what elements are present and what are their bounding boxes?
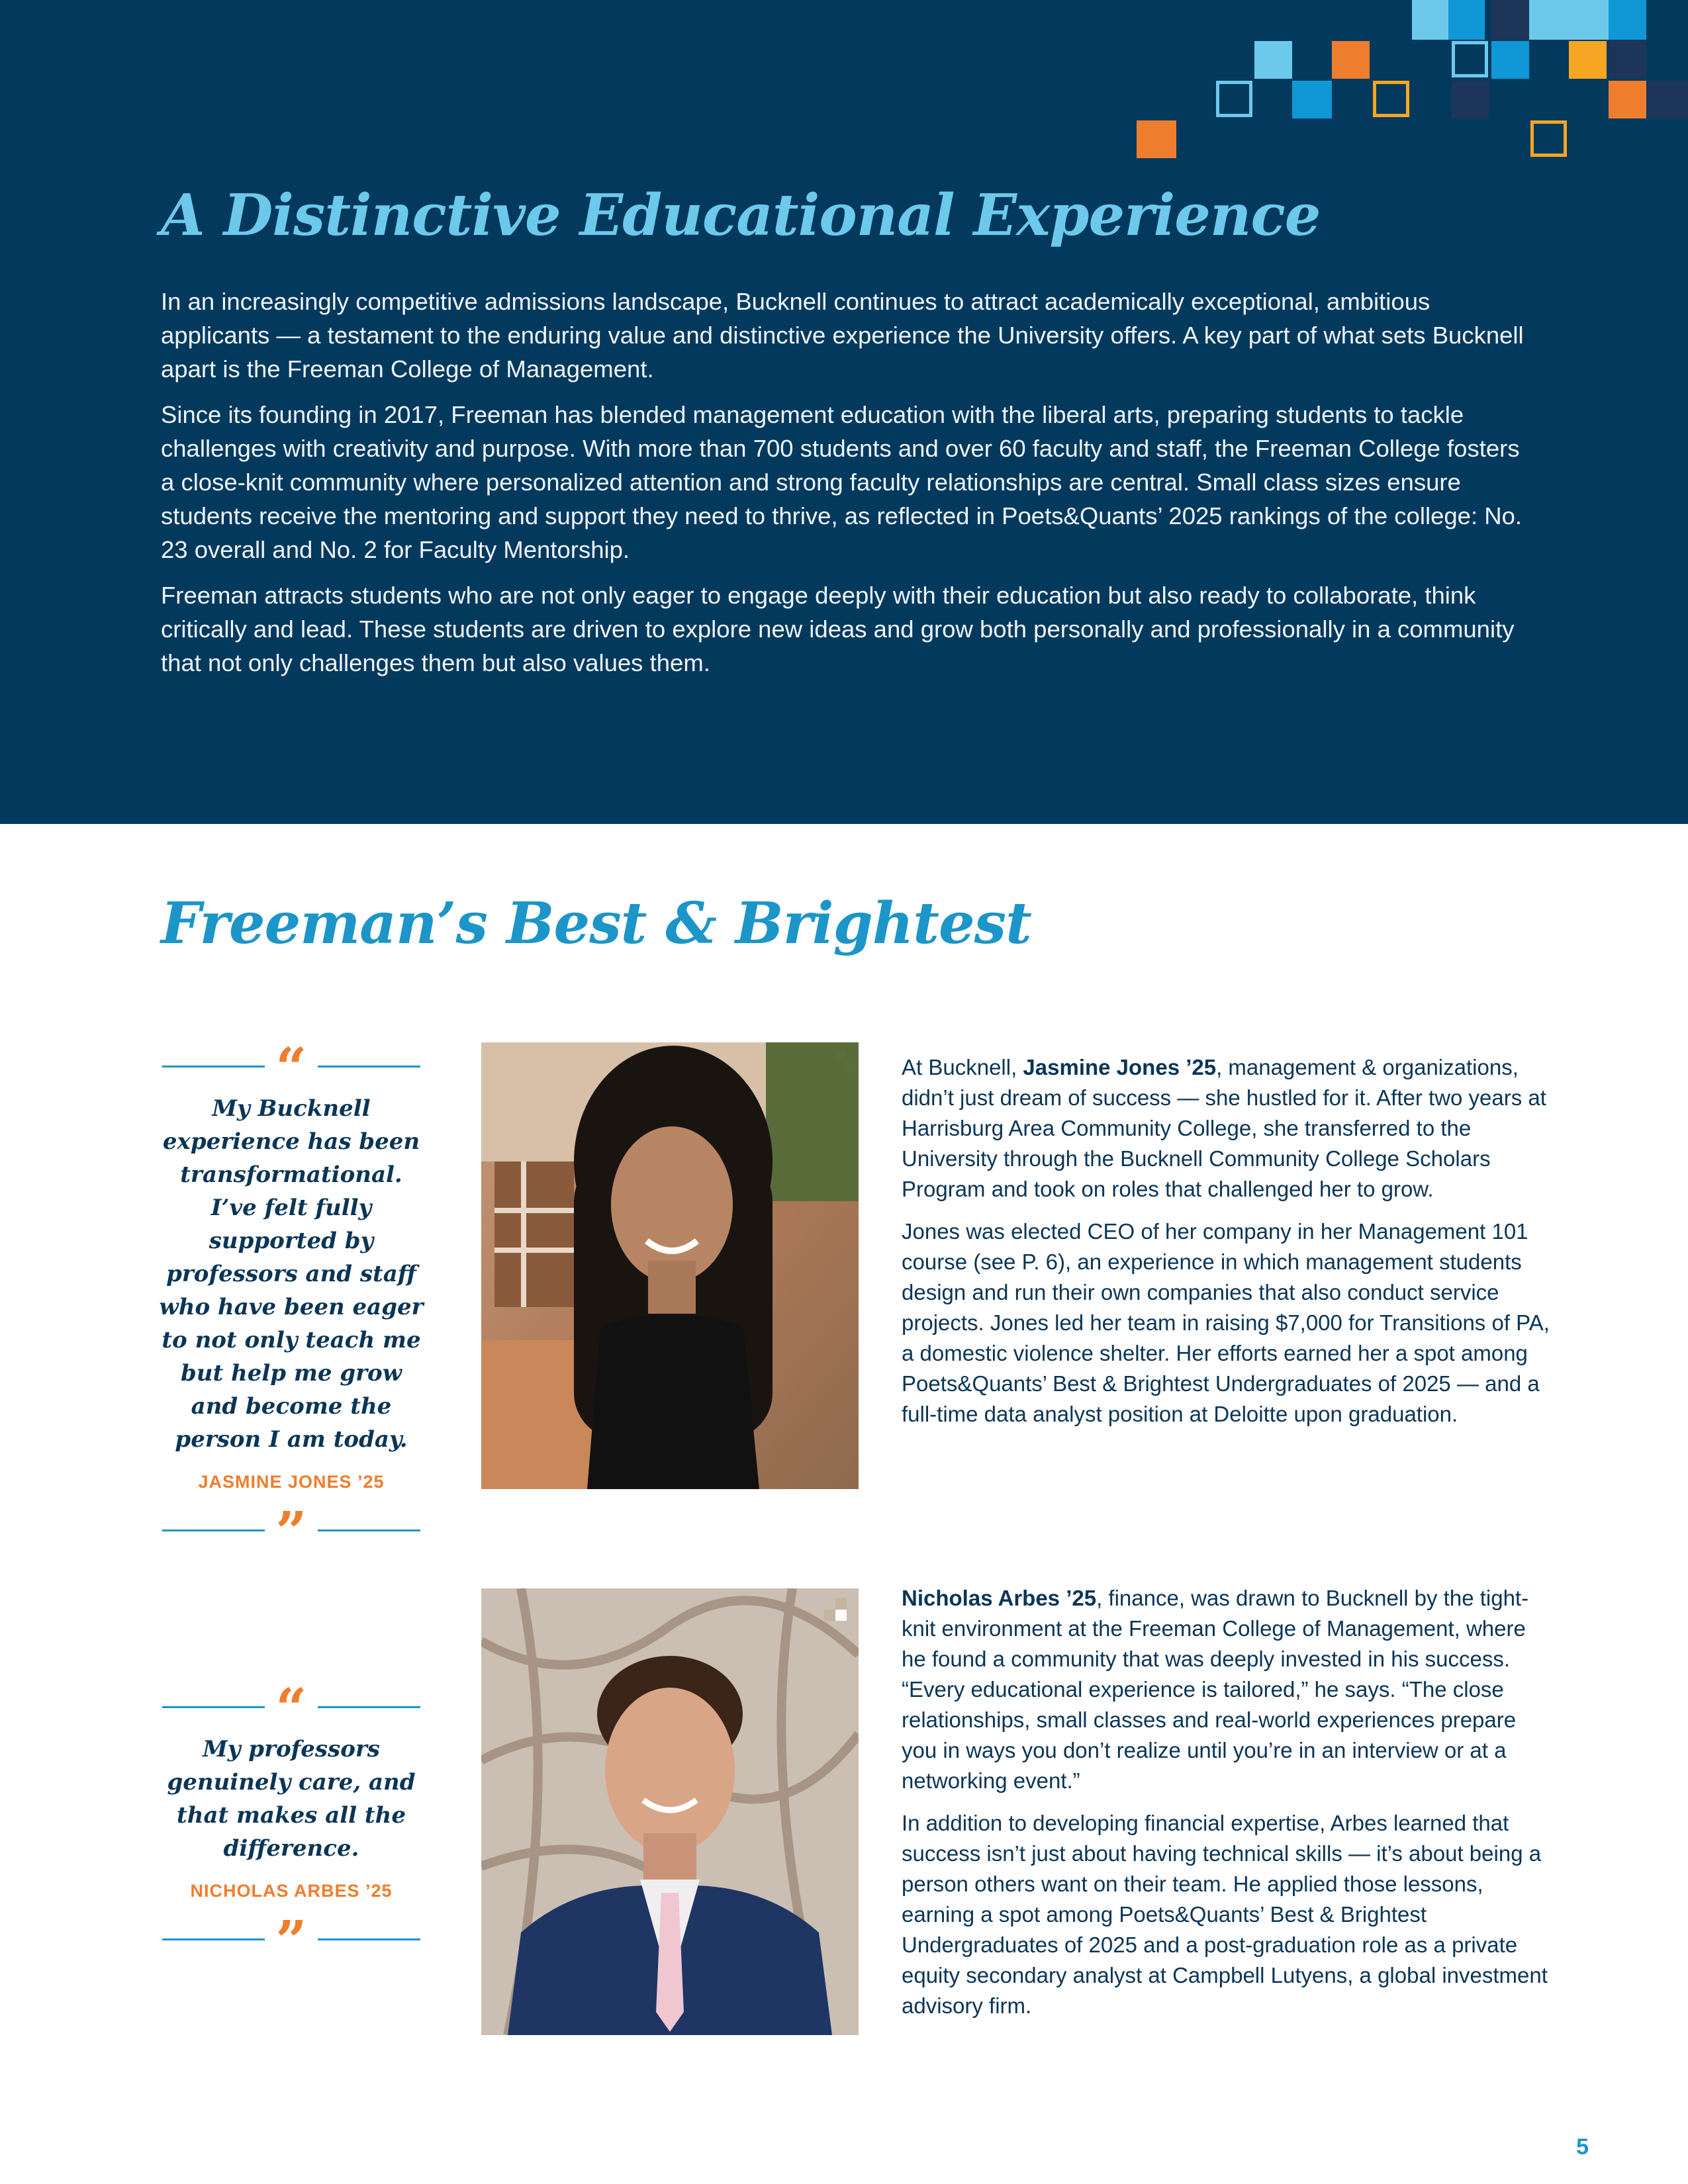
student-name: Nicholas Arbes ’25 xyxy=(902,1586,1097,1610)
decor-square xyxy=(1609,41,1646,79)
bio-text: , finance, was drawn to Bucknell by the tight-knit environment at the Freeman College of Management, where he found a community that was deeply invested in his success. “Every educational experience is tailored,” he says. “The close relationships, small classes and real-world experiences prepare you in ways you don’t realize until you’re in an interview or at a networking event.” xyxy=(902,1586,1529,1793)
hero-paragraph: Freeman attracts students who are not only eager to engage deeply with their education but also ready to collaborate, think critically and lead. These students are driven to explore new ideas and grow both personally and professionally in a community that not only challenges them but also values them. xyxy=(161,582,1515,676)
decor-square xyxy=(1254,41,1292,79)
hero-body xyxy=(161,285,1524,692)
quote-text: My professors genuinely care, and that makes all the difference. xyxy=(167,1736,416,1862)
page-number: 5 xyxy=(1576,2134,1589,2160)
portrait-photo-nicholas-arbes xyxy=(481,1588,859,2035)
decor-square xyxy=(1412,0,1448,40)
quote-close-row xyxy=(159,1909,424,1973)
quote-attribution: JASMINE JONES ’25 xyxy=(198,1472,385,1492)
decor-pixel xyxy=(824,1610,835,1621)
decor-square xyxy=(1332,41,1370,79)
open-quote-icon: “ xyxy=(275,1036,307,1100)
decor-pixel xyxy=(847,1062,858,1073)
decor-square-outline xyxy=(1216,81,1252,117)
student-name: Jasmine Jones ’25 xyxy=(1023,1055,1217,1079)
bio-nicholas-arbes xyxy=(902,1583,1550,2033)
bio-text: , management & organizations, didn’t just dream of success — she hustled for it. After two years at Harrisburg Area Community College, she transferred to the University through the Bucknell Community College Scholars Program and took on roles that challenged her to grow. xyxy=(902,1055,1546,1201)
decor-square-outline xyxy=(1373,81,1409,117)
divider-line xyxy=(318,1066,420,1068)
bio-paragraph xyxy=(902,1052,1550,1205)
decor-square-outline xyxy=(1530,120,1567,157)
quote-open-row xyxy=(159,1677,424,1741)
decor-square xyxy=(1529,0,1609,40)
divider-line xyxy=(318,1529,420,1531)
bio-jasmine-jones xyxy=(902,1052,1550,1441)
decor-square xyxy=(1569,41,1607,79)
decor-square xyxy=(1292,81,1332,118)
decor-square xyxy=(1609,81,1646,118)
decor-square xyxy=(1491,0,1529,40)
decor-square xyxy=(1448,0,1485,40)
decor-pixel xyxy=(835,1610,847,1621)
bio-paragraph xyxy=(902,1583,1550,1796)
decor-pixel xyxy=(835,1598,847,1610)
bio-intro: At Bucknell, xyxy=(902,1055,1023,1079)
hero-title: A Distinctive Educational Experience xyxy=(161,182,1321,249)
portrait-illustration xyxy=(481,1042,859,1489)
decor-square xyxy=(1491,41,1529,79)
portrait-illustration xyxy=(481,1588,859,2035)
decor-square-outline xyxy=(1452,41,1488,77)
decor-square xyxy=(1137,120,1176,158)
hero-paragraph: Since its founding in 2017, Freeman has blended management education with the liberal arts, preparing students to tackle challenges with creativity and purpose. With more than 700 students and over 60 faculty and staff, the Freeman College fosters a close-knit community where personalized attention and strong faculty relationships are central. Small class sizes ensure students receive the mentoring and support they need to thrive, as reflected in Poets&Quants’ 2025 rankings of the college: No. 23 overall and No. 2 for Faculty Mentorship. xyxy=(161,401,1523,563)
decor-pixel xyxy=(835,1051,847,1062)
bio-paragraph: Jones was elected CEO of her company in her Management 101 course (see P. 6), an experience in which management students design and run their own companies that also conduct service projects. Jones led her team in raising $7,000 for Transitions of PA, a domestic violence shelter. Her efforts earned her a spot among Poets&Quants’ Best & Brightest Undergraduates of 2025 — and a full-time data analyst position at Deloitte upon graduation. xyxy=(902,1219,1550,1426)
divider-line xyxy=(318,1938,420,1940)
decor-square xyxy=(1452,81,1489,118)
open-quote-icon: “ xyxy=(275,1677,307,1741)
section-title: Freeman’s Best & Brightest xyxy=(161,890,1031,957)
decor-square xyxy=(1609,0,1646,40)
portrait-photo-jasmine-jones xyxy=(481,1042,859,1489)
bio-paragraph: In addition to developing financial expertise, Arbes learned that success isn’t just about having technical skills — it’s about being a person others want on their team. He applied those lessons, earning a spot among Poets&Quants’ Best & Brightest Undergraduates of 2025 and a post-graduation role as a private equity secondary analyst at Campbell Lutyens, a global investment advisory firm. xyxy=(902,1811,1548,2018)
quote-text: My Bucknell experience has been transformational. I’ve felt fully supported by professors and staff who have been eager to not only teach me but help me grow and become the person I am today. xyxy=(159,1095,424,1453)
quote-open-row xyxy=(159,1036,424,1100)
pull-quote xyxy=(159,1677,424,1973)
close-quote-icon: ” xyxy=(275,1500,307,1564)
pull-quote xyxy=(159,1036,424,1564)
divider-line xyxy=(318,1706,420,1708)
decor-square xyxy=(1648,81,1688,118)
quote-close-row xyxy=(159,1500,424,1564)
hero-paragraph: In an increasingly competitive admissions landscape, Bucknell continues to attract academically exceptional, ambitious applicants — a testament to the enduring value and distinctive experience the University offers. A key part of what sets Bucknell apart is the Freeman College of Management. xyxy=(161,288,1524,383)
quote-attribution: NICHOLAS ARBES ’25 xyxy=(190,1881,393,1901)
close-quote-icon: ” xyxy=(275,1909,307,1973)
